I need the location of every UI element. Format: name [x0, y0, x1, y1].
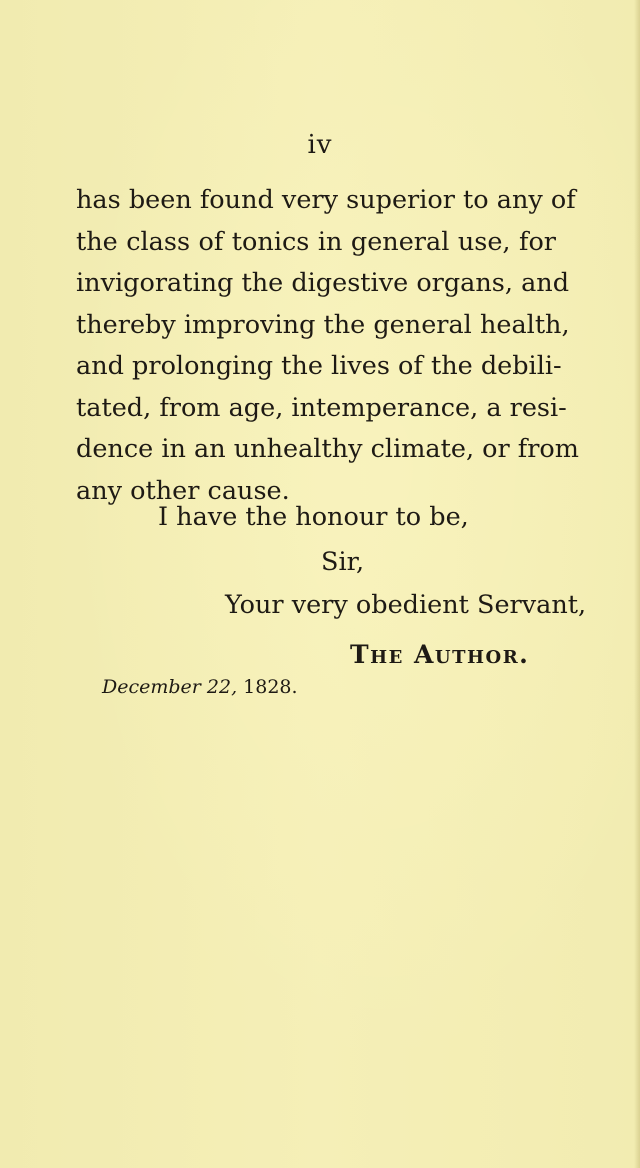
body-line: has been found very superior to any of [76, 185, 576, 215]
date-year: 1828. [243, 676, 298, 698]
body-line: thereby improving the general health, [76, 309, 570, 340]
signature: The Author. [350, 640, 530, 669]
body-line: invigorating the digestive organs, and [76, 268, 570, 298]
address-line: Sir, [321, 547, 365, 577]
closing-line: Your very obedient Servant, [225, 590, 587, 620]
page-edge-shadow [634, 0, 640, 1168]
body-line: any other cause. [76, 475, 290, 506]
body-line: dence in an unhealthy climate, or from [76, 434, 579, 464]
date-line [102, 676, 298, 698]
body-line: tated, from age, intemperance, a resi- [76, 392, 567, 423]
salutation-line: I have the honour to be, [158, 502, 469, 532]
body-line: the class of tonics in general use, for [76, 226, 556, 257]
body-paragraph [76, 180, 579, 512]
body-line: and prolonging the lives of the debili- [76, 351, 562, 381]
page-number: iv [307, 130, 333, 160]
date-month-day: December 22, [102, 676, 238, 698]
